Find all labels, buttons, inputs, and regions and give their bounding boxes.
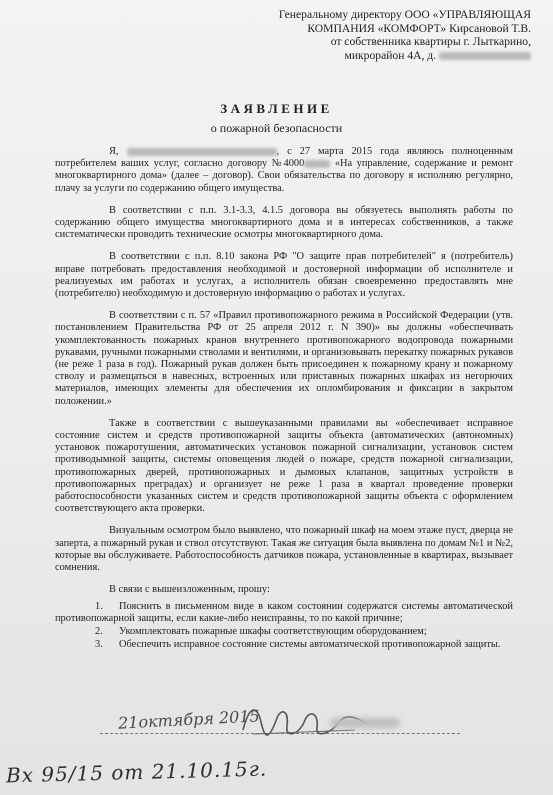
request-number: 2. [95,625,103,637]
paragraph-6: Визуальным осмотром было выявлено, что пожарный шкаф на моем этаже пуст, дверца не заперта, а пожарный рукав и ствол отсутствуют. Такая же ситуация была выявлена по домам №1 и №2, которые вы обслуживаете. Работоспособность датчиков пожара, установленные в квартирах, вызывает сомнения. [55,525,513,574]
request-text: Обеспечить исправное состояние системы автоматической противопожарной защиты. [119,639,501,651]
redacted-address [439,52,531,60]
request-number: 3. [95,639,103,651]
paragraph-1 [55,146,513,195]
registration-note: Вх 95/15 от 21.10.15г. [5,756,268,788]
paragraph-1-middle: , с 27 марта 2015 года являюсь полноценным потребителем ваших услуг, согласно договору №4000 [55,146,513,170]
paragraph-1-start: Я, [109,146,119,157]
request-list [55,601,513,652]
request-item [55,626,513,638]
request-text: Укомплектовать пожарные шкафы соответствующим оборудованием; [119,625,427,637]
redacted-signature-name [330,718,400,728]
request-number: 1. [95,600,103,612]
addressee-line-3: от собственника квартиры г. Лыткарино, [330,35,531,49]
handwritten-date: 21октября 2015 [117,706,261,733]
paragraph-1-end: «На управление, содержание и ремонт многоквартирного дома» (далее – договор). Свои обязательства по договору я исполняю регулярно, плачу за услуги по содержанию общего имущества. [55,158,513,194]
paragraph-2: В соответствии с п.п. 3.1-3.3, 4.1.5 договора вы обязуетесь выполнять работы по содержанию общего имущества многоквартирного дома и в интересах собственников, а также систематически проводить технические осмотры многоквартирного дома. [55,204,513,241]
addressee-line-2: КОМПАНИЯ «КОМФОРТ» Кирсановой Т.В. [307,21,531,35]
document-title: ЗАЯВЛЕНИЕ [220,101,333,116]
redacted-name [127,148,277,156]
request-item [55,601,513,625]
paragraph-7: В связи с вышеизложенным, прошу: [109,584,270,596]
request-item [55,639,513,651]
redacted-contract-number [304,160,330,168]
addressee-block [231,8,531,62]
document-body [55,146,513,652]
document-subtitle: о пожарной безопасности [210,121,343,135]
addressee-line-1: Генеральному директору ООО «УПРАВЛЯЮЩАЯ [278,8,531,21]
addressee-line-4-text: микрорайон 4А, д. [344,48,437,62]
addressee-line-4 [231,49,531,63]
request-text: Пояснить в письменном виде в каком состоянии содержатся системы автоматической противопожарной защиты, если какие-либо неисправны, то по какой причине; [55,600,513,624]
paragraph-3: В соответствии с п.п. 8.10 закона РФ "О защите прав потребителей" я (потребитель) вправе потребовать предоставления необходимой и достоверной информации об исполнителе и реализуемых им работах и услугах, а исполнитель обязан своевременно предоставлять мне (потребителю) необходимую и достоверную информацию о работах и услугах. [55,251,513,300]
paragraph-5: Также в соответствии с вышеуказанными правилами вы «обеспечивает исправное состояние систем и средств противопожарной защиты объекта (автоматических (автономных) установок пожаротушения, автоматических установок пожарной сигнализации, установок систем противодымной защиты, системы оповещения людей о пожаре, средств пожарной сигнализации, противопожарных дверей, противопожарных и дымовых клапанов, защитных устройств в противопожарных преградах) и организует не реже 1 раза в квартал проведение проверки работоспособности указанных систем и средств противопожарной защиты объекта с оформлением соответствующего акта проверки. [55,417,513,515]
paragraph-4: В соответствии с п. 57 «Правил противопожарного режима в Российской Федерации (утв. постановлением Правительства РФ от 25 апреля 2012 г. N 390)» вы должны «обеспечивать укомплектованность пожарных кранов внутреннего противопожарного водопровода пожарными рукавами, ручными пожарными стволами и вентилями, и организовывать перекатку пожарных рукавов (не реже 1 раза в год). Пожарный рукав должен быть присоединен к пожарному крану и пожарному стволу и размещаться в навесных, встроенных или приставных пожарных шкафах из негорючих материалов, имеющих элементы для обеспечения их опломбирования и фиксации в закрытом положении.» [55,310,513,407]
